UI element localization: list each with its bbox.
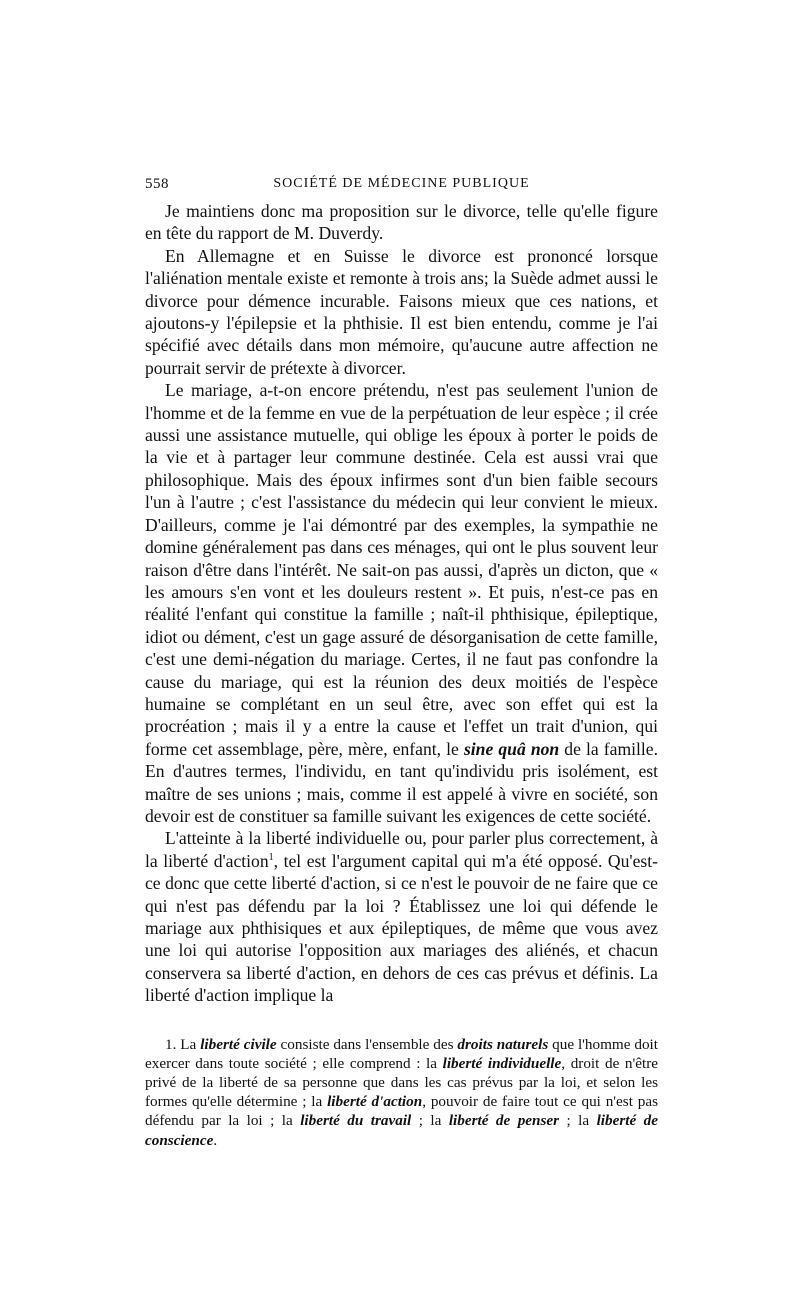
footnote-term: liberté individuelle	[442, 1054, 562, 1072]
footnote-term: liberté de penser	[448, 1112, 560, 1130]
footnote-text: ; la	[411, 1112, 449, 1130]
paragraph-2: En Allemagne et en Suisse le divorce est prononcé lorsque l'aliénation mentale existe et remonte à trois ans; la Suède admet aussi le divorce pour démence incurable. Faisons mieux que ces nations, et ajoutons-y l'épilepsie et la phthisie. Il est bien entendu, comme je l'ai spécifié avec détails dans mon mémoire, qu'aucune autre affection ne pourrait servir de prétexte à divorcer.	[145, 245, 658, 378]
footnote-text: .	[213, 1131, 218, 1149]
paragraph-3-part-b: de la famille. En d'autres termes, l'individu, en tant qu'individu pris isolément, est maître de ses unions ; mais, comme il est appelé à vivre en société, son devoir est de constituer sa famille suivant les exigences de cette société.	[145, 738, 659, 826]
footnote-text: que l'homme doit exercer dans toute société ; elle comprend : la	[145, 1035, 658, 1072]
footnotes	[145, 1035, 658, 1150]
book-page	[145, 170, 658, 1150]
footnote-text: , droit de n'être privé de la liberté de sa personne que dans les cas prévus par la loi, et selon les formes qu'elle détermine ; la	[145, 1054, 659, 1111]
paragraph-3	[145, 379, 658, 827]
footnote-1	[145, 1035, 658, 1150]
paragraph-3-part-a: Le mariage, a-t-on encore prétendu, n'est pas seulement l'union de l'homme et de la femme en vue de la perpétuation de leur espèce ; il crée aussi une assistance mutuelle, qui oblige les époux à porter le poids de la vie et à partager leur commune destinée. Cela est aussi vrai que philosophique. Mais des époux infirmes sont d'un bien faible secours l'un à l'autre ; c'est l'assistance du médecin qui leur convient le mieux. D'ailleurs, comme je l'ai démontré par des exemples, la sympathie ne domine généralement pas dans ces ménages, qui ont le plus souvent leur raison d'être dans l'intérêt. Ne sait-on pas aussi, d'après un dicton, que « les amours s'en vont et les douleurs restent ». Et puis, n'est-ce pas en réalité l'enfant qui constitue la famille ; naît-il phthisique, épileptique, idiot ou dément, c'est un gage assuré de désorganisation de cette famille, c'est une demi-négation du mariage. Certes, il ne faut pas confondre la cause du mariage, qui est la réunion des deux moitiés de l'espèce humaine se complétant en un seul être, avec son effet qui est la procréation ; mais il y a entre la cause et l'effet un trait d'union, qui forme cet assemblage, père, mère, enfant, le	[145, 380, 658, 759]
footnote-term: liberté civile	[200, 1035, 277, 1053]
footnote-text: ; la	[559, 1112, 597, 1130]
latin-phrase: sine quâ non	[463, 738, 560, 759]
footnote-text: , pouvoir de faire tout ce qui n'est pas défendu par la loi ; la	[145, 1093, 658, 1130]
running-head	[145, 170, 658, 200]
footnote-text: 1. La	[165, 1035, 201, 1053]
paragraph-4	[145, 827, 658, 1006]
footnote-term: liberté du travail	[300, 1112, 412, 1130]
footnote-term: liberté de conscience	[145, 1112, 659, 1149]
footnote-reference: 1	[268, 851, 274, 863]
page-number: 558	[145, 176, 169, 192]
paragraph-1: Je maintiens donc ma proposition sur le divorce, telle qu'elle figure en tête du rapport de M. Duverdy.	[145, 201, 658, 244]
paragraph-4-part-b: , tel est l'argument capital qui m'a été opposé. Qu'est-ce donc que cette liberté d'action, si ce n'est le pouvoir de ne faire que ce qui n'est pas défendu par la loi ? Établissez une loi qui défende le mariage aux phthisiques et aux épileptiques, de même que vous avez une loi qui autorise l'opposition aux mariages des aliénés, et chacun conservera sa liberté d'action, en dehors de ces cas prévus et définis. La liberté d'action implique la	[145, 850, 658, 1006]
main-text	[145, 200, 658, 1007]
paragraph-4-part-a: L'atteinte à la liberté individuelle ou, pour parler plus correctement, à la liberté d'action	[145, 828, 658, 871]
footnote-text: consiste dans l'ensemble des	[276, 1035, 458, 1053]
footnote-term: liberté d'action	[327, 1093, 423, 1111]
footnote-term: droits naturels	[457, 1035, 549, 1053]
running-head-title: SOCIÉTÉ DE MÉDECINE PUBLIQUE	[273, 176, 530, 191]
